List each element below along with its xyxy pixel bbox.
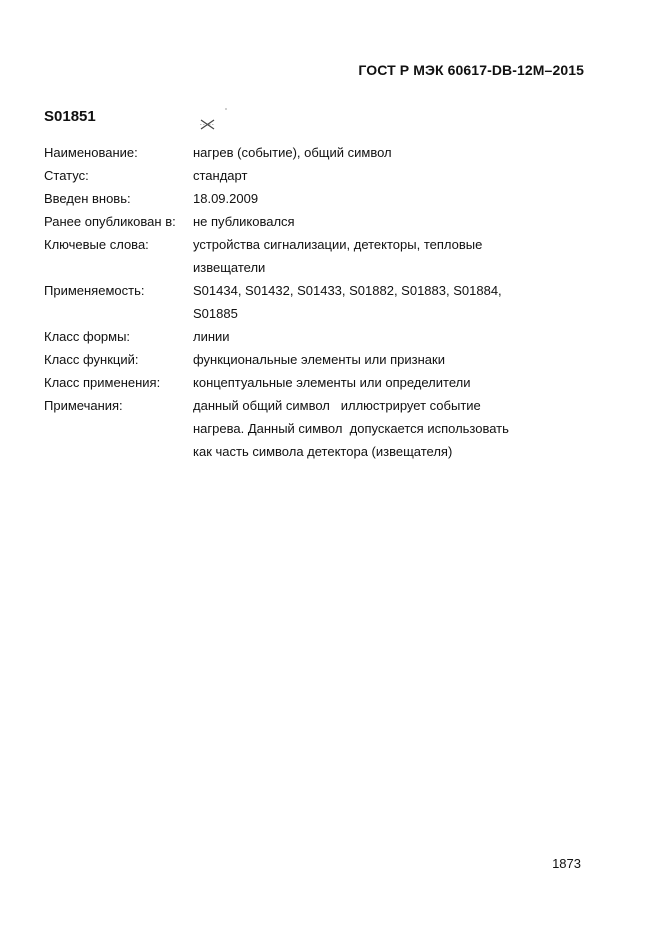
property-value bbox=[193, 279, 564, 325]
property-row-shape-class bbox=[44, 325, 564, 348]
property-label: Применяемость: bbox=[44, 283, 145, 298]
property-value bbox=[193, 325, 564, 348]
property-value-line: устройства сигнализации, детекторы, тепловые bbox=[193, 237, 483, 252]
property-value bbox=[193, 394, 564, 463]
property-value bbox=[193, 233, 564, 279]
property-row-introduced bbox=[44, 187, 564, 210]
symbol-code: S01851 bbox=[44, 108, 96, 125]
property-value-line: концептуальные элементы или определители bbox=[193, 375, 471, 390]
property-label: Статус: bbox=[44, 168, 89, 183]
property-value bbox=[193, 210, 564, 233]
property-value-line: функциональные элементы или признаки bbox=[193, 352, 445, 367]
property-value-line: S01434, S01432, S01433, S01882, S01883, S01884, bbox=[193, 283, 502, 298]
property-value-line: стандарт bbox=[193, 168, 248, 183]
property-value-line: 18.09.2009 bbox=[193, 191, 259, 206]
property-row-function-class bbox=[44, 348, 564, 371]
property-label: Ключевые слова: bbox=[44, 237, 149, 252]
property-value-line: не публиковался bbox=[193, 214, 295, 229]
property-label: Примечания: bbox=[44, 398, 123, 413]
property-value bbox=[193, 164, 564, 187]
page-number: 1873 bbox=[552, 856, 581, 871]
property-value bbox=[193, 187, 564, 210]
standard-designation: ГОСТ Р МЭК 60617-DB-12M–2015 bbox=[358, 62, 584, 78]
property-row-applicability bbox=[44, 279, 564, 325]
property-value bbox=[193, 348, 564, 371]
property-value bbox=[193, 141, 564, 164]
heating-event-symbol-icon bbox=[199, 117, 217, 131]
property-value-line: нагрева. Данный символ допускается использовать bbox=[193, 421, 509, 436]
property-value-line: нагрев (событие), общий символ bbox=[193, 145, 392, 160]
property-value-line: линии bbox=[193, 329, 230, 344]
scan-dot bbox=[225, 108, 227, 110]
property-row-application-class bbox=[44, 371, 564, 394]
property-label: Введен вновь: bbox=[44, 191, 131, 206]
property-label: Класс формы: bbox=[44, 329, 131, 344]
property-row-previously-published bbox=[44, 210, 564, 233]
property-value bbox=[193, 371, 564, 394]
property-label: Класс применения: bbox=[44, 375, 161, 390]
property-row-notes bbox=[44, 394, 564, 463]
property-row-status bbox=[44, 164, 564, 187]
property-label: Наименование: bbox=[44, 145, 138, 160]
property-label: Ранее опубликован в: bbox=[44, 214, 176, 229]
property-value-line: как часть символа детектора (извещателя) bbox=[193, 444, 453, 459]
property-value-line: S01885 bbox=[193, 306, 238, 321]
property-row-name bbox=[44, 141, 564, 164]
property-row-keywords bbox=[44, 233, 564, 279]
property-value-line: извещатели bbox=[193, 260, 266, 275]
properties-table bbox=[44, 141, 564, 463]
property-label: Класс функций: bbox=[44, 352, 139, 367]
property-value-line: данный общий символ иллюстрирует событие bbox=[193, 398, 481, 413]
